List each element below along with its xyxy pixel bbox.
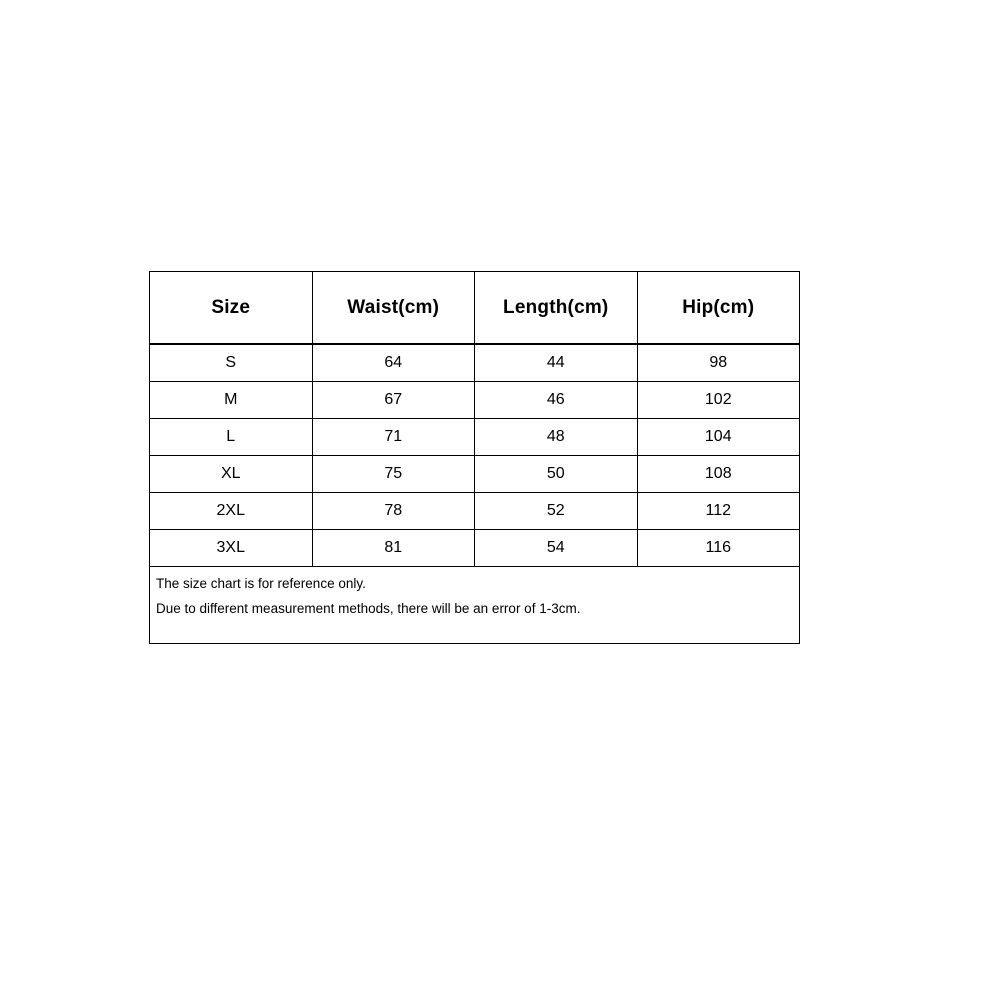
error-note: Due to different measurement methods, there will be an error of 1-3cm. [156, 601, 581, 616]
waist-cell: 67 [312, 382, 475, 419]
header-size: Size [150, 272, 313, 345]
length-cell: 44 [475, 344, 638, 382]
waist-cell: 75 [312, 456, 475, 493]
size-cell: S [150, 344, 313, 382]
size-chart-body [150, 344, 800, 644]
length-cell: 48 [475, 419, 638, 456]
size-cell: 2XL [150, 493, 313, 530]
table-row [150, 530, 800, 567]
table-row [150, 493, 800, 530]
waist-cell: 64 [312, 344, 475, 382]
hip-cell: 112 [637, 493, 800, 530]
size-cell: 3XL [150, 530, 313, 567]
length-cell: 46 [475, 382, 638, 419]
size-chart-header [150, 272, 800, 345]
size-cell: L [150, 419, 313, 456]
waist-cell: 78 [312, 493, 475, 530]
length-cell: 50 [475, 456, 638, 493]
size-cell: M [150, 382, 313, 419]
table-row [150, 344, 800, 382]
header-row [150, 272, 800, 345]
table-row [150, 419, 800, 456]
size-chart-table [149, 271, 800, 644]
hip-cell: 116 [637, 530, 800, 567]
table-row [150, 456, 800, 493]
header-hip: Hip(cm) [637, 272, 800, 345]
size-chart-notes [150, 567, 800, 644]
hip-cell: 104 [637, 419, 800, 456]
length-cell: 54 [475, 530, 638, 567]
notes-row [150, 567, 800, 644]
reference-note: The size chart is for reference only. [156, 576, 366, 591]
hip-cell: 98 [637, 344, 800, 382]
table-row [150, 382, 800, 419]
length-cell: 52 [475, 493, 638, 530]
waist-cell: 81 [312, 530, 475, 567]
header-length: Length(cm) [475, 272, 638, 345]
waist-cell: 71 [312, 419, 475, 456]
size-cell: XL [150, 456, 313, 493]
hip-cell: 108 [637, 456, 800, 493]
hip-cell: 102 [637, 382, 800, 419]
header-waist: Waist(cm) [312, 272, 475, 345]
